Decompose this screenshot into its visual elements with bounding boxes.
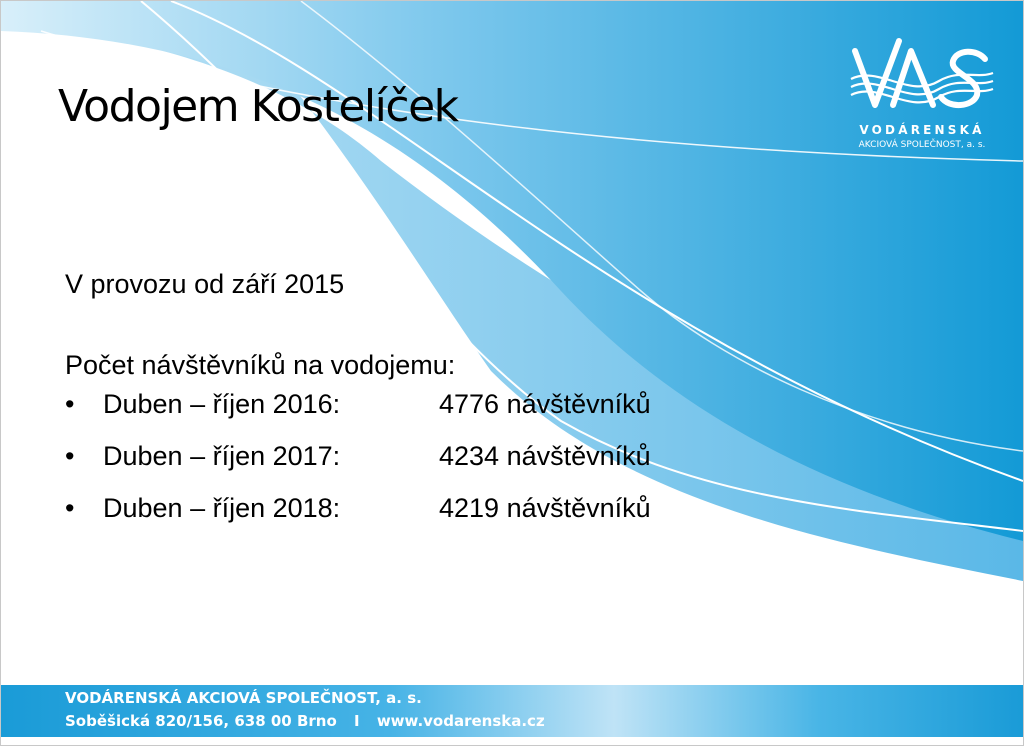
list-item bbox=[65, 441, 651, 493]
vas-wave-logo-icon bbox=[849, 35, 995, 121]
period-label: Duben – říjen 2016: bbox=[103, 389, 341, 419]
bullet-icon: • bbox=[65, 441, 75, 471]
company-logo bbox=[849, 35, 995, 150]
footer-contact bbox=[65, 712, 545, 730]
slide-content bbox=[65, 269, 651, 545]
footer-website: www.vodarenska.cz bbox=[376, 712, 545, 730]
period-label: Duben – říjen 2018: bbox=[103, 493, 341, 523]
bullet-icon: • bbox=[65, 389, 75, 419]
visitor-count: 4219 návštěvníků bbox=[439, 493, 651, 523]
list-item bbox=[65, 493, 651, 545]
intro-text: V provozu od září 2015 bbox=[65, 269, 345, 299]
footer-company: VODÁRENSKÁ AKCIOVÁ SPOLEČNOST, a. s. bbox=[65, 689, 422, 707]
slide-title: Vodojem Kostelíček bbox=[58, 81, 458, 132]
visitor-count: 4776 návštěvníků bbox=[439, 389, 651, 419]
visitor-list bbox=[65, 389, 651, 545]
logo-name: VODÁRENSKÁ bbox=[859, 123, 985, 137]
bullet-icon: • bbox=[65, 493, 75, 523]
footer-separator: I bbox=[354, 712, 360, 730]
footer-address: Soběšická 820/156, 638 00 Brno bbox=[65, 712, 337, 730]
period-label: Duben – říjen 2017: bbox=[103, 441, 341, 471]
footer-bar bbox=[1, 685, 1023, 737]
visitors-heading: Počet návštěvníků na vodojemu: bbox=[65, 350, 456, 380]
visitor-count: 4234 návštěvníků bbox=[439, 441, 651, 471]
logo-subtitle: AKCIOVÁ SPOLEČNOST, a. s. bbox=[858, 140, 986, 150]
list-item bbox=[65, 389, 651, 441]
